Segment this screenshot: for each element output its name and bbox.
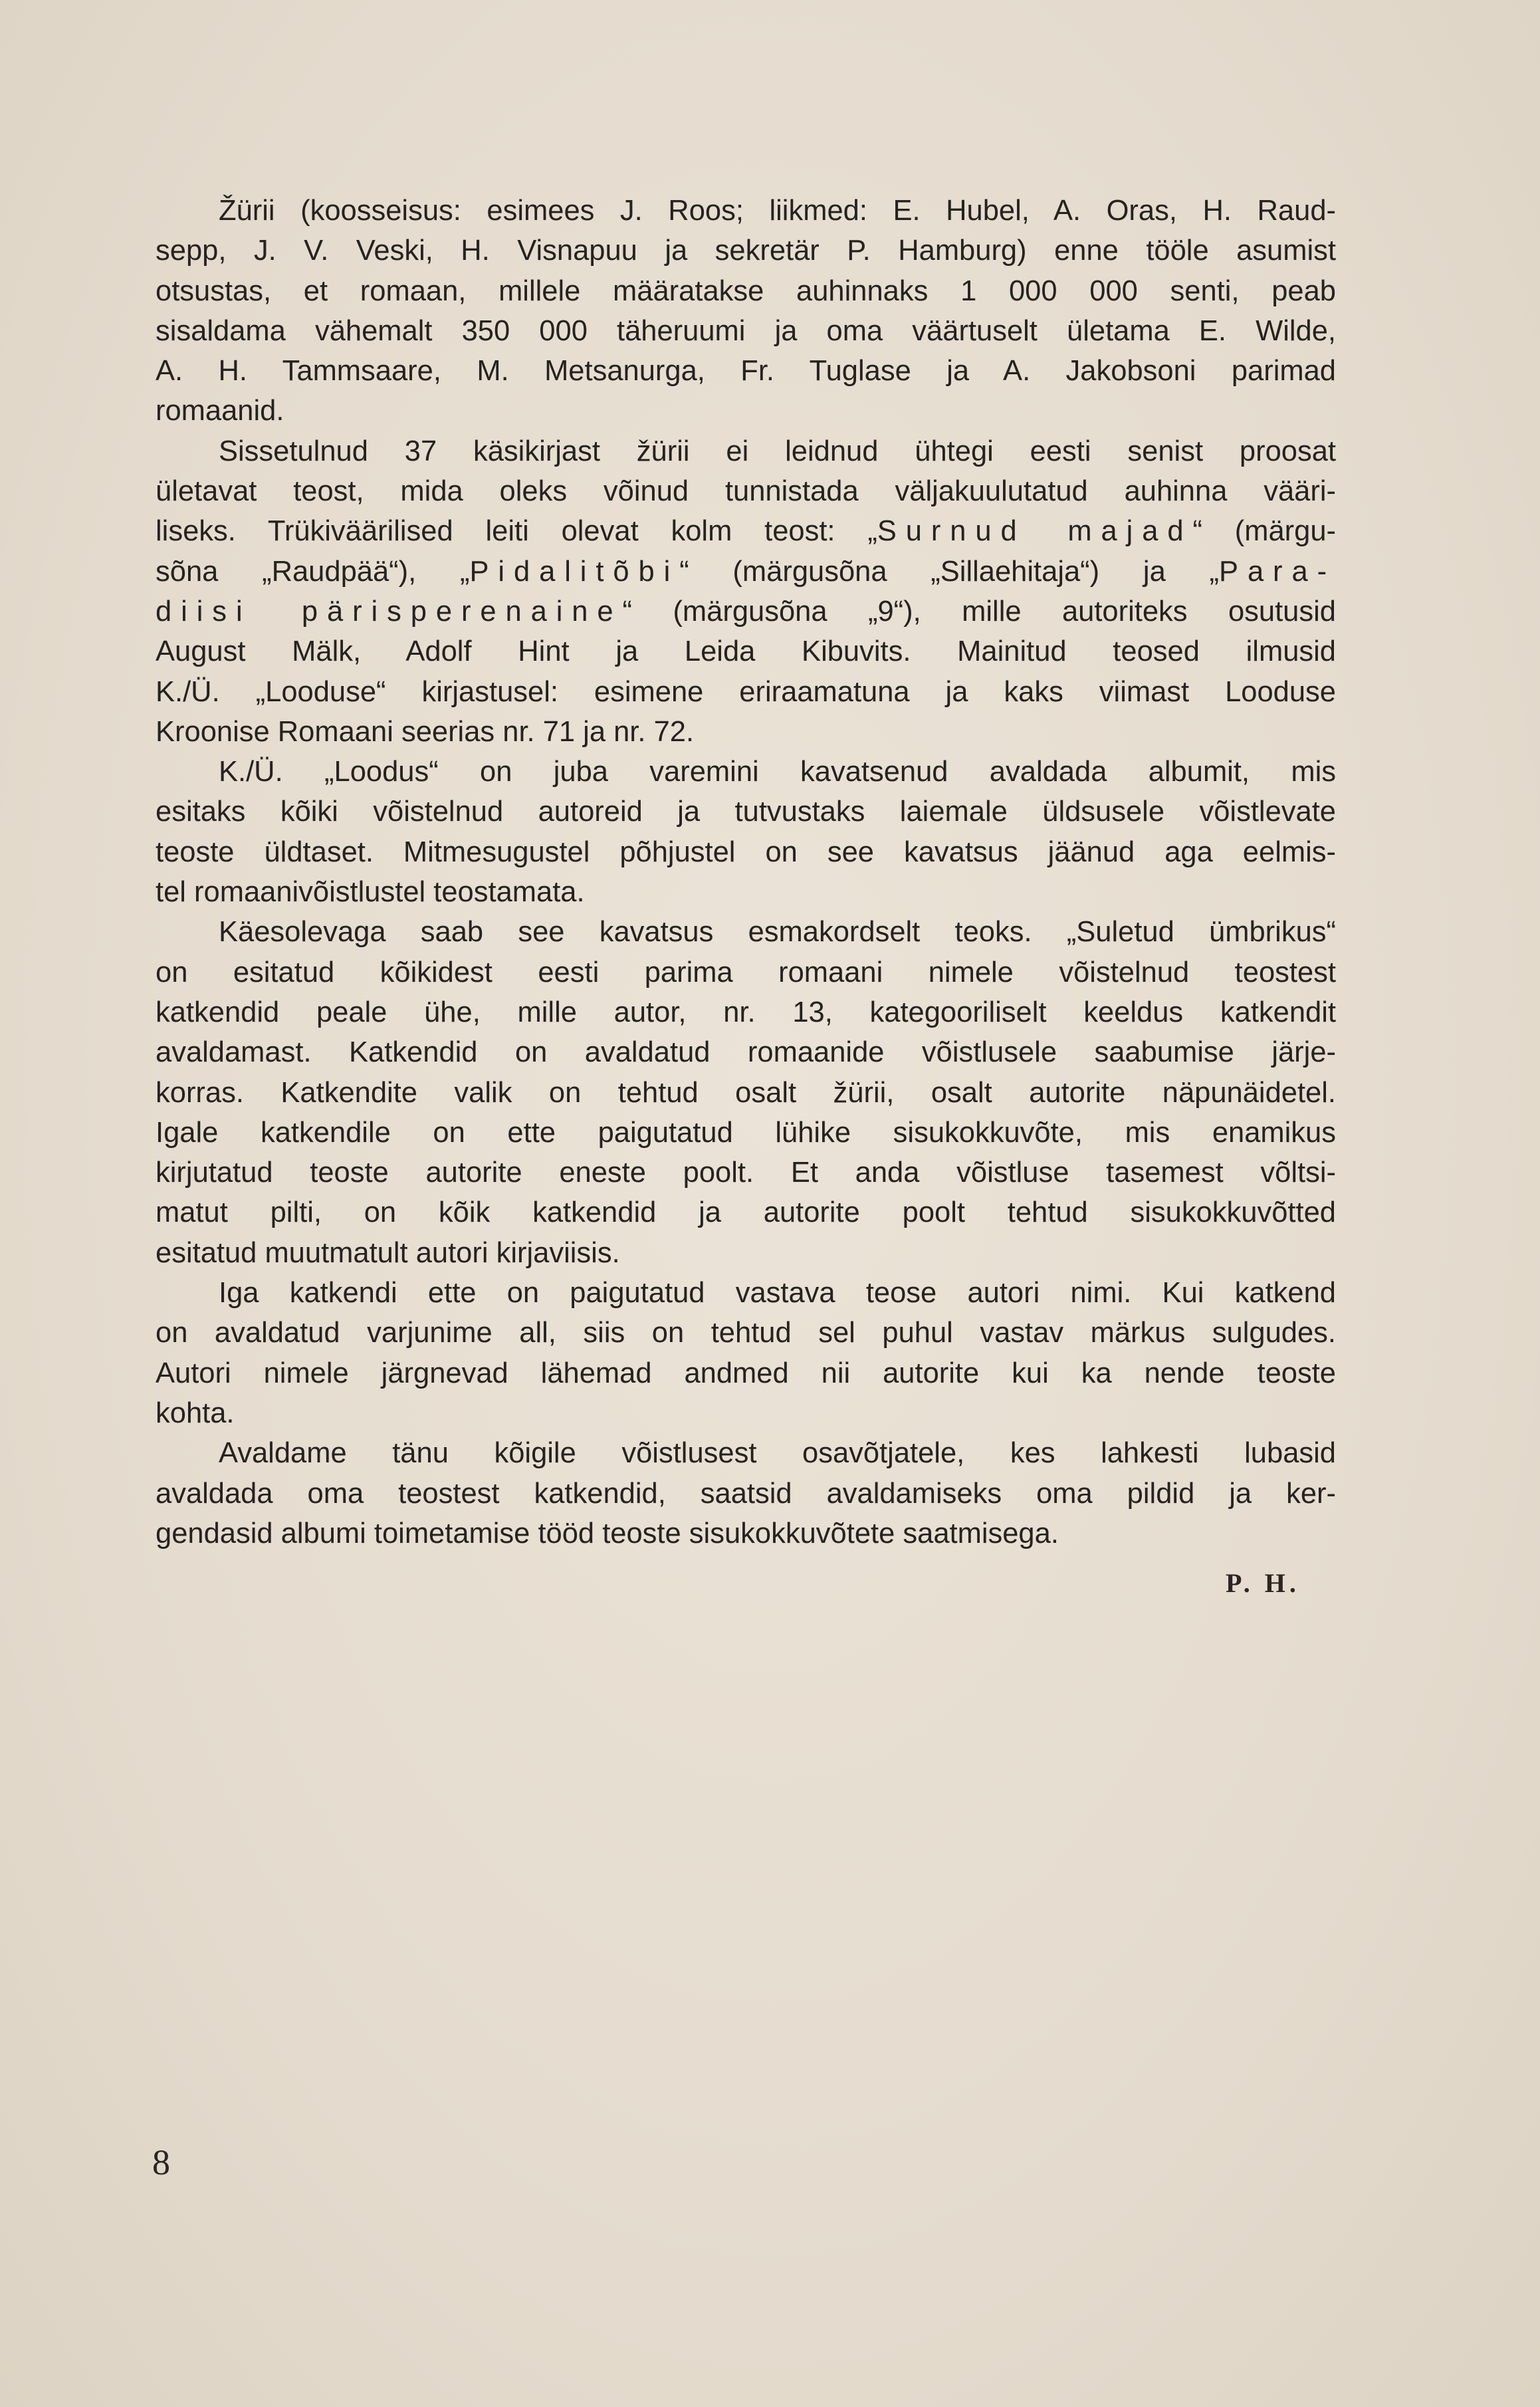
spaced-title: Para- — [1219, 555, 1336, 588]
text-line: tel romaanivõistlustel teostamata. — [156, 876, 585, 909]
text-segment: “ (märgusõna „Sillaehitaja“) ja „ — [679, 555, 1220, 588]
spaced-title: diisi pärisperenaine — [156, 595, 623, 628]
text-line: Autori nimele järgnevad lähemad andmed nii autorite kui ka nende teoste — [156, 1357, 1336, 1389]
text-line: Kroonise Romaani seerias nr. 71 ja nr. 72. — [156, 715, 695, 748]
text-line: sisaldama vähemalt 350 000 täheruumi ja oma väärtuselt ületama E. Wilde, — [156, 314, 1336, 347]
signature-initials: P. H. — [1226, 1568, 1300, 1598]
text-line: korras. Katkendite valik on tehtud osalt žürii, osalt autorite näpunäidetel. — [156, 1076, 1336, 1109]
text-line: sepp, J. V. Veski, H. Visnapuu ja sekretär P. Hamburg) enne tööle asumist — [156, 235, 1336, 267]
text-line: K./Ü. „Loodus“ on juba varemini kavatsenud avaldada albumit, mis — [219, 756, 1336, 788]
text-line — [156, 592, 1336, 631]
spaced-title: Pidalitõbi — [469, 555, 680, 588]
text-line: avaldamast. Katkendid on avaldatud romaanide võistlusele saabumise järje- — [156, 1036, 1336, 1069]
text-line: ületavat teost, mida oleks võinud tunnistada väljakuulutatud auhinna vääri- — [156, 475, 1336, 508]
page-number: 8 — [152, 2142, 170, 2182]
text-line — [156, 511, 1336, 551]
text-line: Žürii (koosseisus: esimees J. Roos; liikmed: E. Hubel, A. Oras, H. Raud- — [219, 195, 1336, 227]
text-segment: sõna „Raudpää“), „ — [156, 555, 470, 588]
text-line: esitaks kõiki võistelnud autoreid ja tutvustaks laiemale üldsusele võistlevate — [156, 796, 1336, 828]
text-line: August Mälk, Adolf Hint ja Leida Kibuvits. Mainitud teosed ilmusid — [156, 635, 1336, 668]
text-segment: “ (märgusõna „9“), mille autoriteks osutusid — [622, 595, 1336, 628]
text-line: matut pilti, on kõik katkendid ja autorite poolt tehtud sisukokkuvõtted — [156, 1197, 1336, 1229]
text-line: avaldada oma teostest katkendid, saatsid avaldamiseks oma pildid ja ker- — [156, 1477, 1336, 1510]
text-segment: liseks. Trükiväärilised leiti olevat kolm teost: „ — [156, 515, 877, 548]
text-line: on esitatud kõikidest eesti parima romaani nimele võistelnud teostest — [156, 956, 1336, 988]
text-line: Igale katkendile on ette paigutatud lühike sisukokkuvõte, mis enamikus — [156, 1116, 1336, 1149]
text-line: esitatud muutmatult autori kirjaviisis. — [156, 1236, 620, 1269]
text-line — [156, 552, 1336, 592]
spaced-title: Surnud majad — [877, 515, 1193, 548]
body-text — [156, 191, 1336, 1553]
text-line: kirjutatud teoste autorite eneste poolt. Et anda võistluse tasemest võltsi- — [156, 1157, 1336, 1189]
text-line: gendasid albumi toimetamise tööd teoste sisukokkuvõtete saatmisega. — [156, 1517, 1059, 1549]
text-line: Käesolevaga saab see kavatsus esmakordselt teoks. „Suletud ümbrikus“ — [219, 916, 1336, 949]
text-line: on avaldatud varjunime all, siis on tehtud sel puhul vastav märkus sulgudes. — [156, 1317, 1336, 1349]
text-line: katkendid peale ühe, mille autor, nr. 13, kategooriliselt keeldus katkendit — [156, 996, 1336, 1028]
text-line: teoste üldtaset. Mitmesugustel põhjustel on see kavatsus jäänud aga eelmis- — [156, 836, 1336, 868]
text-line: A. H. Tammsaare, M. Metsanurga, Fr. Tuglase ja A. Jakobsoni parimad — [156, 355, 1336, 388]
text-line: Avaldame tänu kõigile võistlusest osavõtjatele, kes lahkesti lubasid — [219, 1437, 1336, 1470]
text-line: kohta. — [156, 1397, 235, 1429]
text-line: K./Ü. „Looduse“ kirjastusel: esimene eriraamatuna ja kaks viimast Looduse — [156, 675, 1336, 708]
text-line: Iga katkendi ette on paigutatud vastava teose autori nimi. Kui katkend — [219, 1277, 1336, 1310]
text-segment: “ (märgu- — [1192, 515, 1337, 548]
text-line: romaanid. — [156, 395, 284, 427]
text-line: Sissetulnud 37 käsikirjast žürii ei leidnud ühtegi eesti senist proosat — [219, 435, 1336, 467]
text-line: otsustas, et romaan, millele määratakse auhinnaks 1 000 000 senti, peab — [156, 275, 1336, 307]
